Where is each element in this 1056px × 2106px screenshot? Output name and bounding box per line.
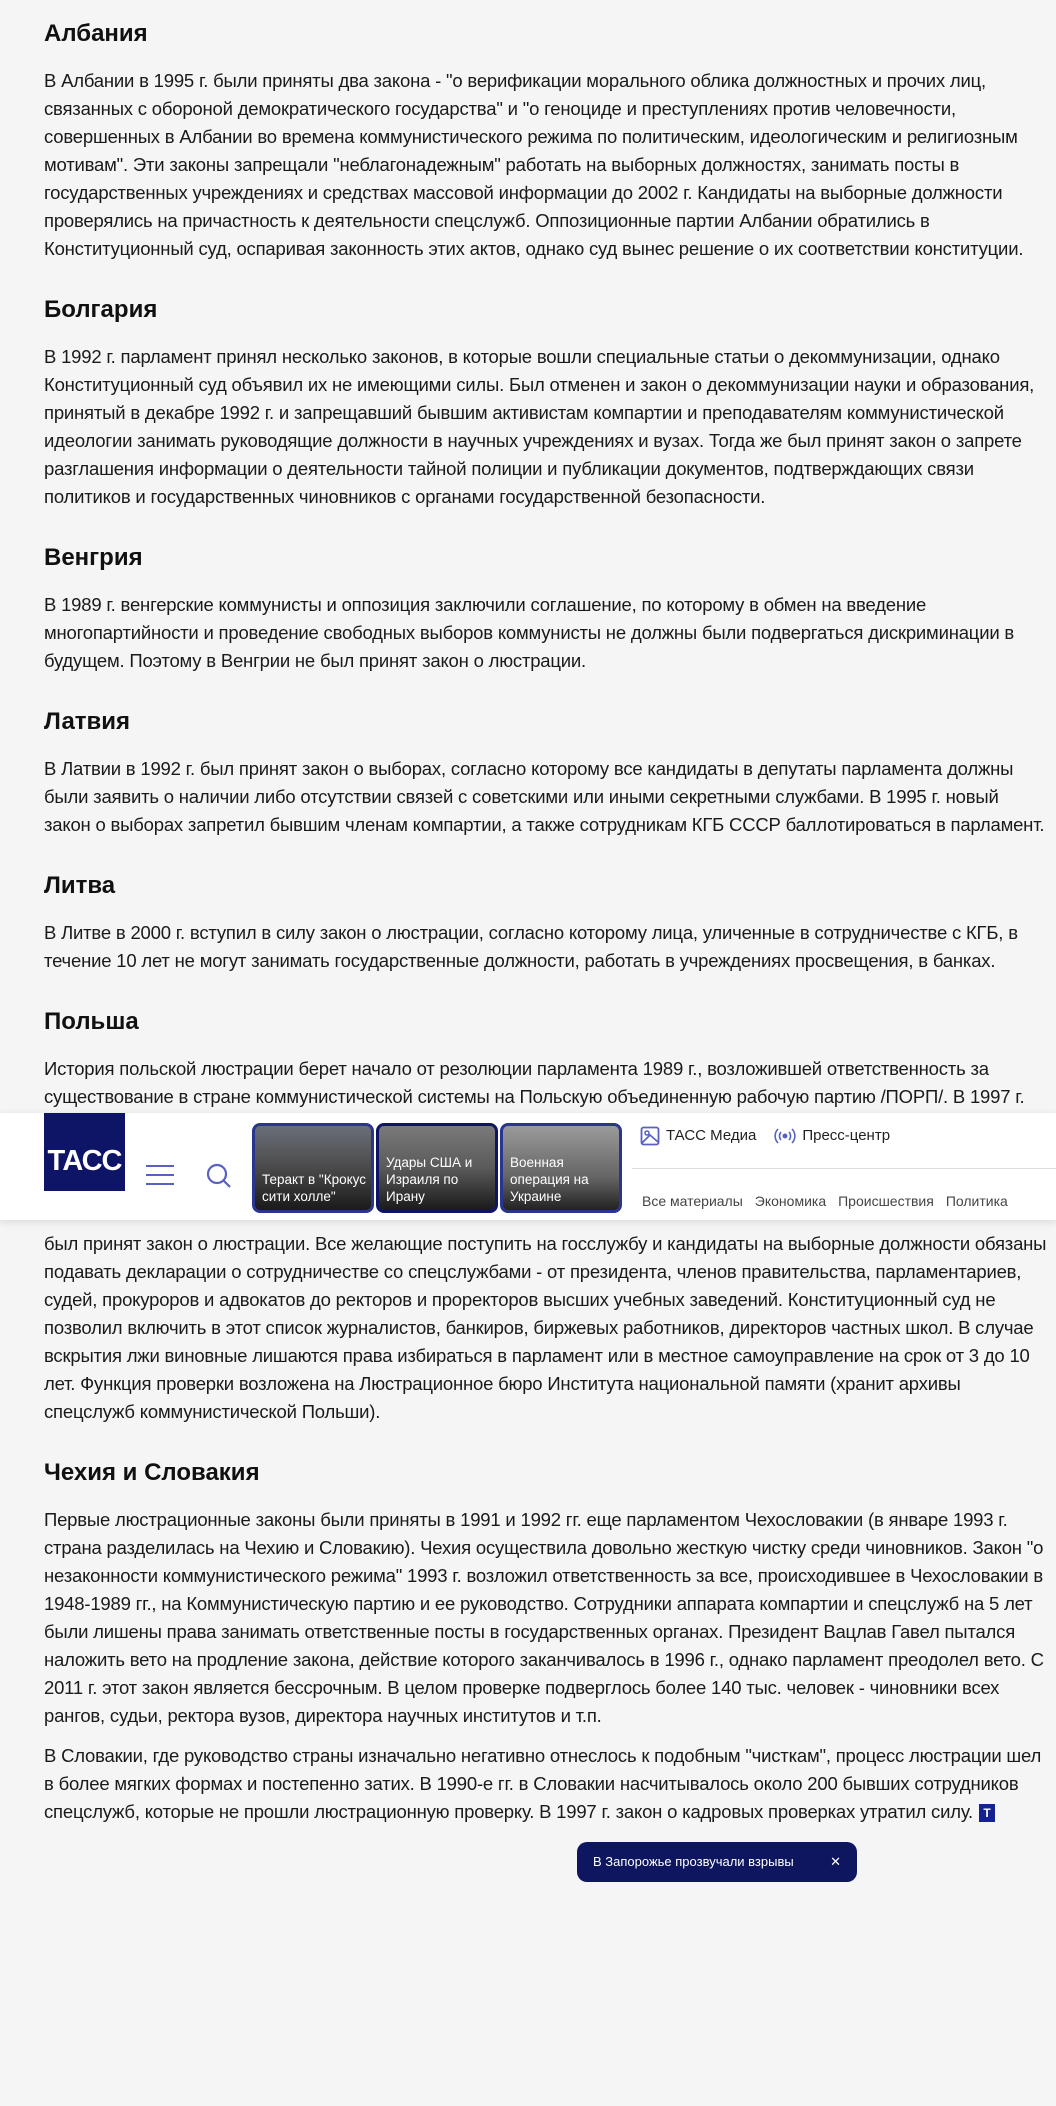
paragraph-text: История польской люстрации берет начало от резолюции парламента 1989 г., возложившей ответственность за существование в стране коммунистической системы на Польскую объединенную рабочую партию /ПОРП/. В 1997 г. был принят закон о люстрации. Все желающие поступить на госслужбу и кандидаты на выборные должности обязаны подавать декларации о сотрудничестве со спецслужбами - от президента, членов правительства, парламентариев, судей, прокуроров и адвокатов до ректоров и проректоров высших учебных заведений. Конституционный суд не позволил включить в этот список журналистов, банкиров, биржевых работников, директоров частных школ. В случае вскрытия лжи виновные лишаются права избираться в парламент или в местное самоуправление на срок от 3 до 10 лет. Функция проверки возложена на Люстрационное бюро Института национальной памяти (хранит архивы спецслужб коммунистической Польши). [44,1058,1047,1422]
broadcast-icon [774,1127,796,1145]
paragraph [44,1742,1049,1826]
menu-icon[interactable] [146,1165,174,1185]
press-center-label: Пресс-центр [802,1127,891,1144]
paragraph [44,1055,1049,1426]
tab-politics[interactable]: Политика [945,1193,1008,1209]
image-icon [640,1126,660,1146]
tass-media-link[interactable] [640,1122,756,1150]
section-heading: Литва [44,872,116,899]
paragraph: В 1989 г. венгерские коммунисты и оппозиция заключили соглашение, по которому в обмен на введение многопартийности и проведение свободных выборов коммунисты не должны были подвергаться дискриминации в будущем. Поэтому в Венгрии не был принят закон о люстрации. [44,594,1015,671]
article-body [44,0,1049,1826]
tab-all[interactable]: Все материалы [642,1193,743,1209]
section-heading: Болгария [44,296,158,323]
category-tabs [632,1169,1056,1215]
sticky-header [0,1113,1056,1220]
tass-logo[interactable]: ТАСС [44,1113,125,1191]
paragraph: В Латвии в 1992 г. был принят закон о выборах, согласно которому все кандидаты в депутаты парламента должны были заявить о наличии либо отсутствии связей с советскими или иными секретными службами. В 1995 г. новый закон о выборах запретил бывшим членам компартии, а также сотрудникам КГБ СССР баллотироваться в парламент. [44,758,1045,835]
header-right-panel [632,1113,1056,1220]
tass-media-label: ТАСС Медиа [666,1127,757,1144]
press-center-link[interactable] [774,1122,890,1150]
close-icon[interactable]: ✕ [830,1854,841,1869]
search-icon[interactable] [204,1161,234,1191]
story-title: Удары США и Израиля по Ирану [386,1155,473,1204]
story-card[interactable] [376,1123,498,1213]
tass-end-badge: Т [979,1804,995,1822]
tab-economy[interactable]: Экономика [754,1193,827,1209]
section-heading: Венгрия [44,544,143,571]
story-card[interactable] [252,1123,374,1213]
paragraph: Первые люстрационные законы были приняты в 1991 и 1992 гг. еще парламентом Чехословакии (в январе 1993 г. страна разделилась на Чехию и Словакию). Чехия осуществила довольно жесткую чистку среди чиновников. Закон "о незаконности коммунистического режима" 1993 г. возложил ответственность за все, происходившее в Чехословакии в 1948-1989 гг., на Коммунистическую партию и ее руководство. Сотрудники аппарата компартии и спецслужб на 5 лет были лишены права занимать ответственные посты в государственных органах. Президент Вацлав Гавел пытался наложить вето на продление закона, действие которого заканчивалось в 1996 г., однако парламент преодолел вето. С 2011 г. этот закон является бессрочным. В целом проверке подверглось более 140 тыс. человек - чиновники всех рангов, судьи, ректора вузов, директора научных институтов и т.п. [44,1509,1044,1726]
section-heading: Латвия [44,708,131,735]
section-heading: Чехия и Словакия [44,1459,260,1486]
paragraph: В Албании в 1995 г. были приняты два закона - "о верификации морального облика должностных и прочих лиц, связанных с обороной демократического государства" и "о геноциде и преступлениях против человечности, совершенных в Албании во времена коммунистического режима по политическим, идеологическим и религиозным мотивам". Эти законы запрещали "неблагонадежным" работать на выборных должностях, занимать посты в государственных учреждениях и средствах массовой информации до 2002 г. Кандидаты на выборные должности проверялись на причастность к деятельности спецслужб. Оппозиционные партии Албании обратились в Конституционный суд, оспаривая законность этих актов, однако суд вынес решение о их соответствии конституции. [44,70,1024,259]
paragraph: В 1992 г. парламент принял несколько законов, в которые вошли специальные статьи о декоммунизации, однако Конституционный суд объявил их не имеющими силы. Был отменен и закон о декоммунизации науки и образования, принятый в декабре 1992 г. и запрещавший бывшим активистам компартии и преподавателям коммунистической идеологии занимать руководящие должности в научных учреждениях и вузах. Тогда же был принят закон о запрете разглашения информации о деятельности тайной полиции и публикации документов, подтверждающих связи политиков и государственных чиновников с органами государственной безопасности. [44,346,1035,507]
tab-incidents[interactable]: Происшествия [838,1193,934,1209]
breaking-news-toast[interactable] [577,1842,857,1882]
paragraph: В Литве в 2000 г. вступил в силу закон о люстрации, согласно которому лица, уличенные в сотрудничестве с КГБ, в течение 10 лет не могут занимать государственные должности, работать в учреждениях просвещения, в банках. [44,922,1018,971]
story-card[interactable] [500,1123,622,1213]
section-heading: Албания [44,20,148,47]
story-title: Теракт в "Крокус сити холле" [262,1172,367,1204]
story-title: Военная операция на Украине [510,1155,589,1204]
paragraph-text: В Словакии, где руководство страны изначально негативно отнеслось к подобным "чисткам", процесс люстрации шел в более мягких формах и постепенно затих. В 1990-е гг. в Словакии насчитывалось около 200 бывших сотрудников спецслужб, которые не прошли люстрационную проверку. В 1997 г. закон о кадровых проверках утратил силу. [44,1745,1042,1822]
section-heading: Польша [44,1008,139,1035]
toast-text: В Запорожье прозвучали взрывы [593,1854,794,1869]
